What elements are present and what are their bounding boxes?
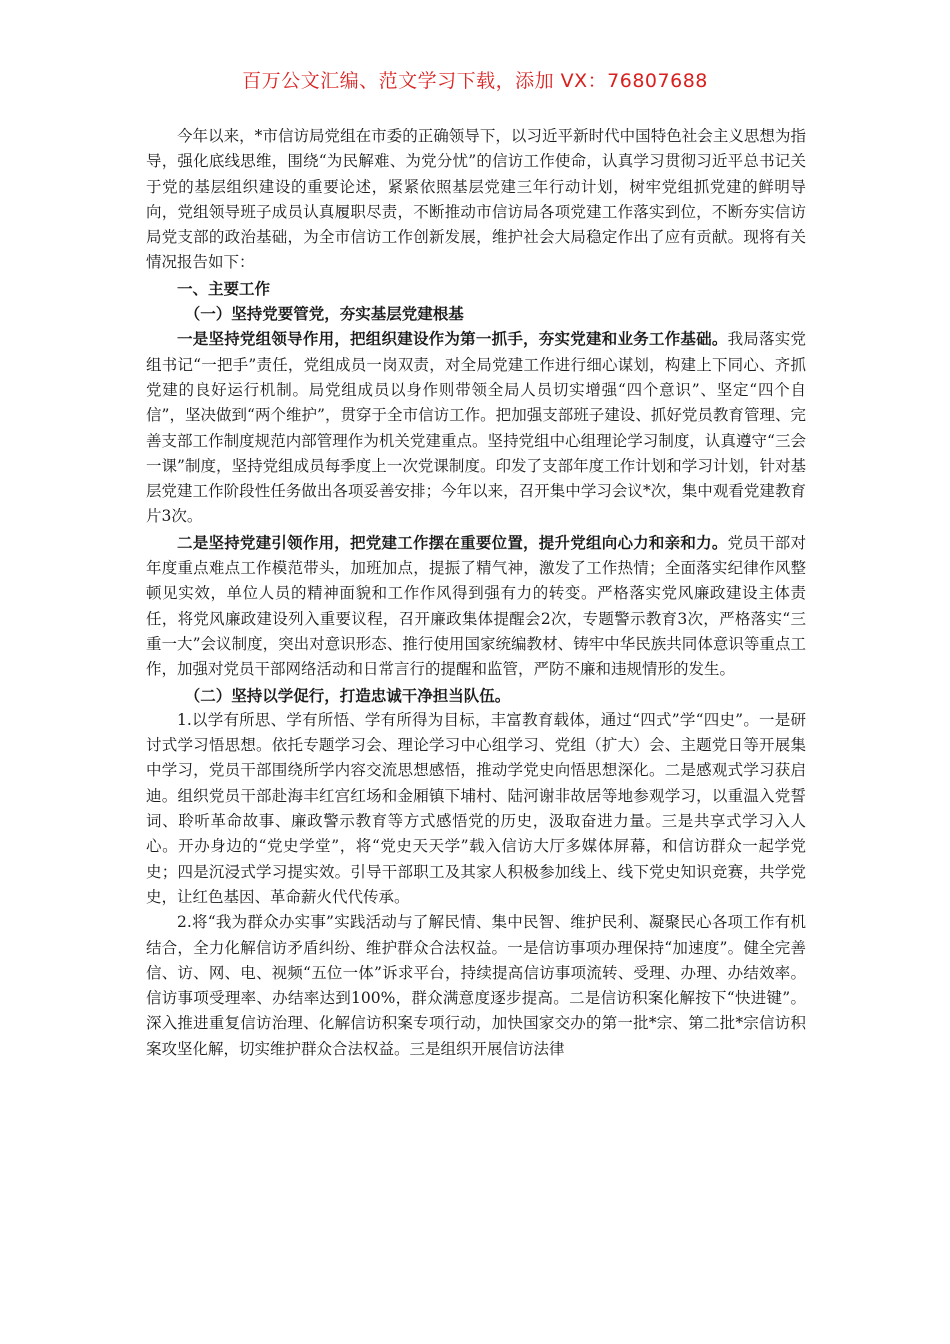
paragraph-2	[146, 530, 806, 683]
paragraph-4: 2.将“我为群众办实事”实践活动与了解民情、集中民智、维护民利、凝聚民心各项工作有机结合，全力化解信访矛盾纠纷、维护群众合法权益。一是信访事项办理保持“加速度”。健全完善信、访、网、电、视频“五位一体”诉求平台，持续提高信访事项流转、受理、办理、办结效率。信访事项受理率、办结率达到100%，群众满意度逐步提高。二是信访积案化解按下“快进键”。深入推进重复信访治理、化解信访积案专项行动，加快国家交办的第一批*宗、第二批*宗信访积案攻坚化解，切实维护群众合法权益。三是组织开展信访法律	[146, 913, 806, 1058]
intro-paragraph: 今年以来，*市信访局党组在市委的正确领导下，以习近平新时代中国特色社会主义思想为指导，强化底线思维，围绕“为民解难、为党分忧”的信访工作使命，认真学习贯彻习近平总书记关于党的基层组织建设的重要论述，紧紧依照基层党建三年行动计划，树牢党组抓党建的鲜明导向，党组领导班子成员认真履职尽责，不断推动市信访局各项党建工作落实到位，不断夯实信访局党支部的政治基础，为全市信访工作创新发展，维护社会大局稳定作出了应有贡献。现将有关情况报告如下：	[146, 127, 806, 272]
document-body	[146, 124, 806, 1062]
paragraph-1-lead: 一是坚持党组领导作用，把组织建设作为第一抓手，夯实党建和业务工作基础。	[177, 329, 728, 349]
paragraph-1	[146, 326, 806, 529]
subsection-1-title: （一）坚持党要管党，夯实基层党建根基	[184, 304, 464, 324]
paragraph-3: 1.以学有所思、学有所悟、学有所得为目标，丰富教育载体，通过“四式”学“四史”。一是研讨式学习悟思想。依托专题学习会、理论学习中心组学习、党组（扩大）会、主题党日等开展集中学习，党员干部围绕所学内容交流思想感悟，推动学党史向悟思想深化。二是感观式学习获启迪。组织党员干部赴海丰红宫红场和金厢镇下埔村、陆河谢非故居等地参观学习，以重温入党誓词、聆听革命故事、廉政警示教育等方式感悟党的历史，汲取奋进力量。三是共享式学习入人心。开办身边的“党史学堂”，将“党史天天学”载入信访大厅多媒体屏幕，和信访群众一起学党史；四是沉浸式学习提实效。引导干部职工及其家人积极参加线上、线下党史知识竞赛，共学党史，让红色基因、革命薪火代代传承。	[146, 710, 806, 906]
paragraph-1-body: 我局落实党组书记“一把手”责任，党组成员一岗双责，对全局党建工作进行细心谋划，构建上下同心、齐抓党建的良好运行机制。局党组成员以身作则带领全局人员切实增强“四个意识”、坚定“四个自信”，坚决做到“两个维护”，贯穿于全市信访工作。把加强支部班子建设、抓好党员教育管理、完善支部工作制度规范内部管理作为机关党建重点。坚持党组中心组理论学习制度，认真遵守“三会一课”制度，坚持党组成员每季度上一次党课制度。印发了支部年度工作计划和学习计划，针对基层党建工作阶段性任务做出各项妥善安排；今年以来，召开集中学习会议*次，集中观看党建教育片3次。	[146, 330, 806, 526]
header-banner: 百万公文汇编、范文学习下载，添加 VX：76807688	[242, 70, 708, 92]
paragraph-2-lead: 二是坚持党建引领作用，把党建工作摆在重要位置，提升党组向心力和亲和力。	[177, 532, 728, 552]
subsection-2-title: （二）坚持以学促行，打造忠诚干净担当队伍。	[184, 685, 511, 705]
paragraph-2-body: 党员干部对年度重点难点工作模范带头，加班加点，提振了精气神，激发了工作热情；全面落实纪律作风整顿见实效，单位人员的精神面貌和工作作风得到强有力的转变。严格落实党风廉政建设主体责任，将党风廉政建设列入重要议程，召开廉政集体提醒会2次，专题警示教育3次，严格落实“三重一大”会议制度，突出对意识形态、推行使用国家统编教材、铸牢中华民族共同体意识等重点工作，加强对党员干部网络活动和日常言行的提醒和监管，严防不廉和违规情形的发生。	[146, 533, 806, 679]
section-1-title: 一、主要工作	[177, 278, 271, 298]
